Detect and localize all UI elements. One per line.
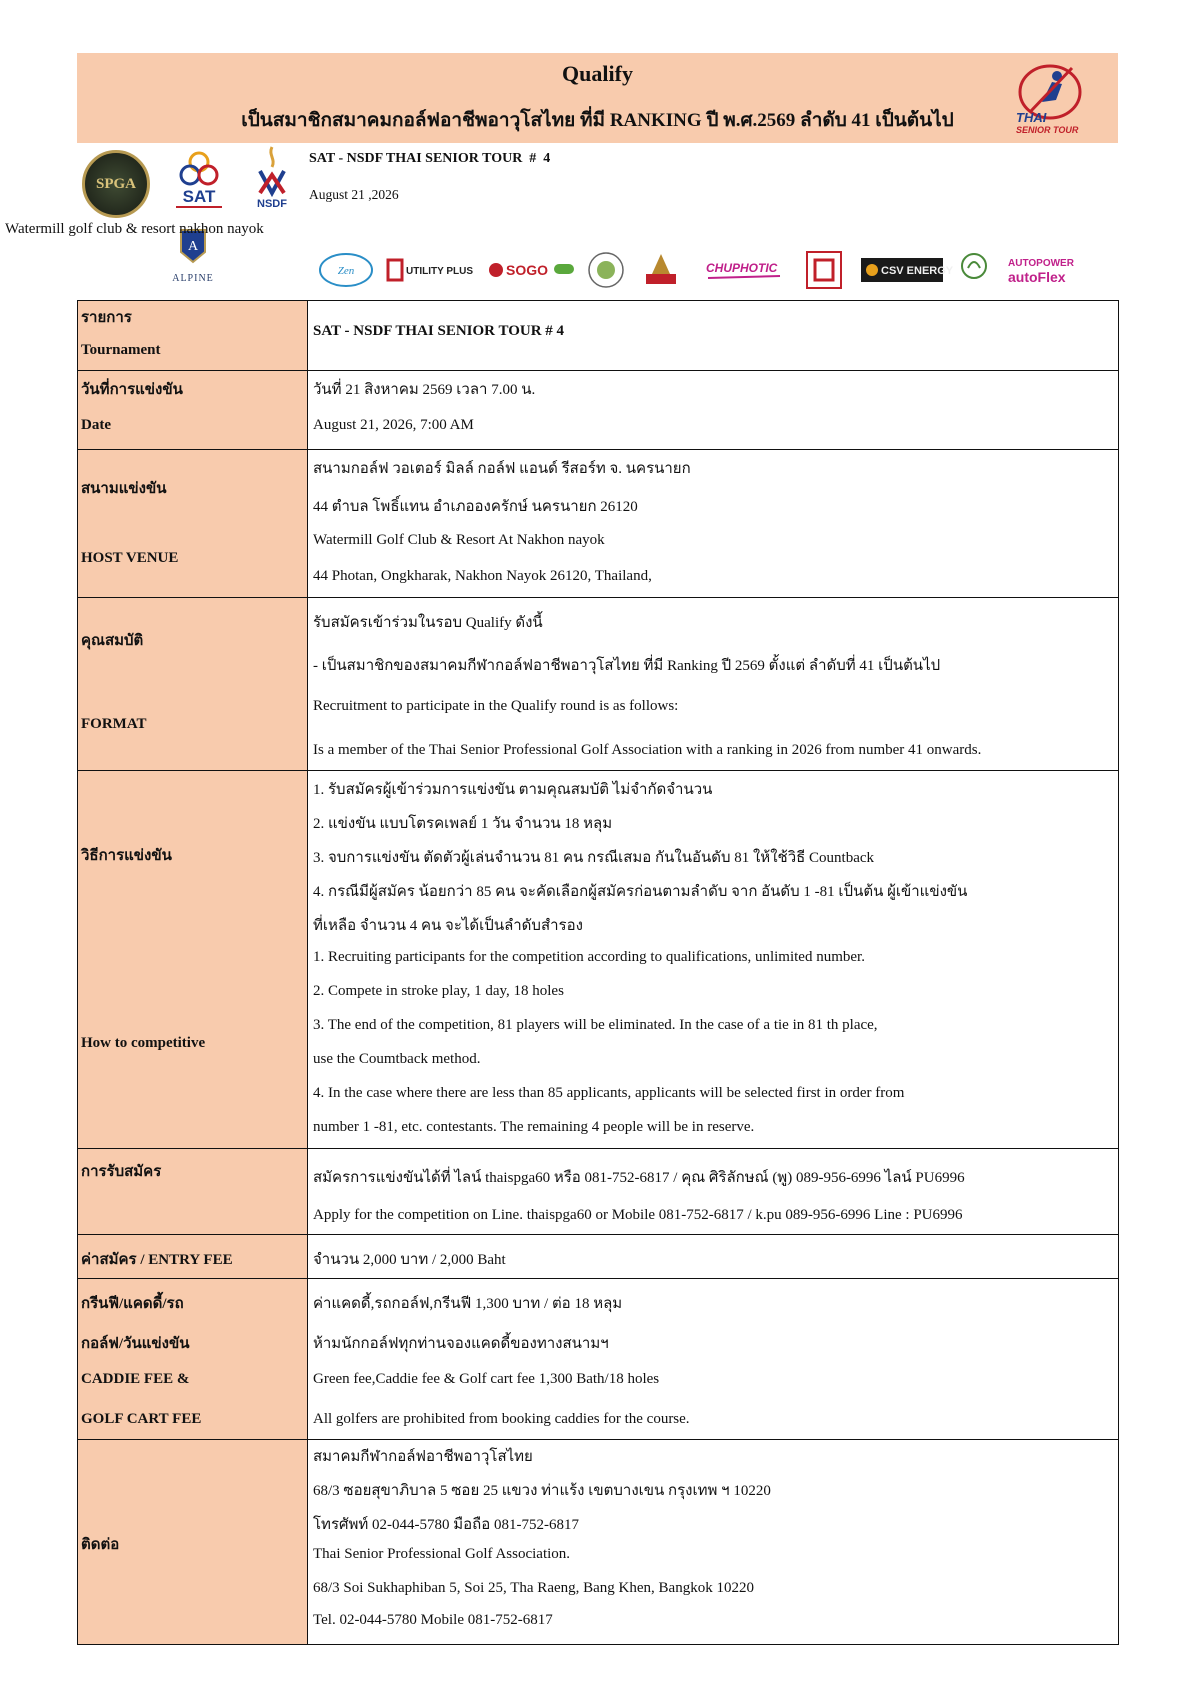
sponsor-chuphotic-text: CHUPHOTIC: [706, 261, 778, 275]
row-value-cell: [308, 1440, 1119, 1645]
sponsor-brc: [803, 250, 845, 290]
row-value: 44 Photan, Ongkharak, Nakhon Nayok 26120, Thailand,: [313, 568, 652, 584]
row-value-cell: [308, 371, 1119, 450]
info-tournament: SAT - NSDF THAI SENIOR TOUR # 4: [309, 151, 551, 166]
row-label: คุณสมบัติ: [81, 633, 144, 649]
row-label-cell: [78, 771, 308, 1149]
row-value: 44 ตำบล โพธิ์แทน อำเภอองครักษ์ นครนายก 26120: [313, 499, 638, 515]
info-venue: Watermill golf club & resort nakhon nayok: [5, 221, 264, 237]
row-value: All golfers are prohibited from booking caddies for the course.: [313, 1411, 690, 1427]
row-value-cell: [308, 450, 1119, 598]
sponsor-emblem: [586, 250, 626, 290]
thai-senior-tour-logo: [1002, 62, 1098, 136]
row-label: วันที่การแข่งขัน: [81, 382, 183, 398]
sponsor-strip: [316, 250, 1096, 292]
table-row-registration: [78, 1149, 1119, 1235]
row-value-cell: [308, 771, 1119, 1149]
sponsor-autopower-text: AUTOPOWER: [1008, 258, 1074, 269]
alpine-logo-text: ALPINE: [172, 273, 214, 284]
row-value: 3. The end of the competition, 81 players will be eliminated. In the case of a tie in 81 th place,: [313, 1017, 878, 1033]
table-row-venue: [78, 450, 1119, 598]
sponsor-zen-text: Zen: [337, 265, 355, 277]
row-value: รับสมัครเข้าร่วมในรอบ Qualify ดังนี้: [313, 615, 543, 631]
sponsor-zen: [318, 250, 374, 290]
nsdf-logo-text: NSDF: [257, 198, 287, 210]
table-row-tournament: [78, 301, 1119, 371]
row-value: Is a member of the Thai Senior Professional Golf Association with a ranking in 2026 from number 41 onwards.: [313, 742, 982, 758]
row-label: HOST VENUE: [81, 550, 179, 566]
row-label-cell: [78, 598, 308, 771]
row-label: กรีนฟี/แคดดี้/รถ: [81, 1296, 184, 1312]
row-value: โทรศัพท์ 02-044-5780 มือถือ 081-752-6817: [313, 1517, 580, 1533]
row-label: ติดต่อ: [81, 1537, 120, 1553]
qualify-subtitle: เป็นสมาชิกสมาคมกอล์ฟอาชีพอาวุโสไทย ที่มี RANKING ปี พ.ศ.2569 ลำดับ 41 เป็นต้นไป: [241, 110, 954, 131]
nsdf-logo: [250, 145, 295, 213]
row-label: Tournament: [81, 342, 161, 358]
row-value: 3. จบการแข่งขัน ตัดตัวผู้เล่นจำนวน 81 คน กรณีเสมอ กันในอันดับ 81 ให้ใช้วิธี Countback: [313, 850, 875, 866]
sponsor-temple: [636, 250, 686, 290]
sponsor-utility-text: UTILITY PLUS: [406, 266, 474, 277]
row-value-cell: [308, 598, 1119, 771]
sponsor-chuphotic: [704, 250, 784, 290]
sponsor-autoflex: [1006, 250, 1086, 290]
row-value: 2. Compete in stroke play, 1 day, 18 holes: [313, 983, 564, 999]
row-value: 68/3 Soi Sukhaphiban 5, Soi 25, Tha Raeng, Bang Khen, Bangkok 10220: [313, 1580, 754, 1596]
row-label-cell: [78, 371, 308, 450]
row-value: 68/3 ซอยสุขาภิบาล 5 ซอย 25 แขวง ท่าแร้ง เขตบางเขน กรุงเทพ ฯ 10220: [313, 1483, 771, 1499]
row-value-cell: [308, 1235, 1119, 1279]
row-label-cell: [78, 1440, 308, 1645]
row-value: Green fee,Caddie fee & Golf cart fee 1,300 Bath/18 holes: [313, 1371, 660, 1387]
row-label-cell: [78, 301, 308, 371]
details-table: [77, 300, 1119, 1645]
row-value: use the Coumtback method.: [313, 1051, 481, 1067]
row-label: กอล์ฟ/วันแข่งขัน: [81, 1336, 190, 1352]
row-value: number 1 -81, etc. contestants. The remaining 4 people will be in reserve.: [313, 1119, 755, 1135]
row-value: Recruitment to participate in the Qualify round is as follows:: [313, 698, 679, 714]
row-label: วิธีการแข่งขัน: [81, 848, 172, 864]
row-label: รายการ: [81, 310, 132, 326]
row-value: จำนวน 2,000 บาท / 2,000 Baht: [313, 1252, 506, 1268]
row-value: - เป็นสมาชิกของสมาคมกีฬากอล์ฟอาชีพอาวุโสไทย ที่มี Ranking ปี 2569 ตั้งแต่ ลำดับที่ 41 เป็นต้นไป: [313, 658, 941, 674]
page-title: Qualify: [562, 61, 633, 86]
tour-logo-text-1: THAI: [1016, 110, 1047, 125]
row-value: ค่าแคดดี้,รถกอล์ฟ,กรีนฟี 1,300 บาท / ต่อ 18 หลุม: [313, 1296, 623, 1312]
row-label-cell: [78, 450, 308, 598]
sponsor-ssc: [956, 250, 992, 290]
row-label: การรับสมัคร: [81, 1164, 162, 1180]
sponsor-autoflex-text: autoFlex: [1008, 269, 1066, 285]
row-value: SAT - NSDF THAI SENIOR TOUR # 4: [313, 323, 565, 339]
row-value: สมัครการแข่งขันได้ที่ ไลน์ thaispga60 หรือ 081-752-6817 / คุณ ศิริลักษณ์ (พู) 089-956-6996 ไลน์ PU6996: [313, 1170, 965, 1186]
row-label: GOLF CART FEE: [81, 1411, 202, 1427]
row-value: Watermill Golf Club & Resort At Nakhon nayok: [313, 532, 605, 548]
row-label: How to competitive: [81, 1035, 206, 1051]
row-value-cell: [308, 301, 1119, 371]
header-banner: [77, 53, 1118, 143]
row-value: ห้ามนักกอล์ฟทุกท่านจองแคดดี้ของทางสนามฯ: [313, 1336, 609, 1352]
table-row-format: [78, 598, 1119, 771]
row-value: สนามกอล์ฟ วอเตอร์ มิลล์ กอล์ฟ แอนด์ รีสอร์ท จ. นครนายก: [313, 461, 691, 477]
sponsor-csv-energy: [861, 250, 954, 290]
row-value: 2. แข่งขัน แบบโตรคเพลย์ 1 วัน จำนวน 18 หลุม: [313, 816, 613, 832]
table-row-caddie-fee: [78, 1279, 1119, 1440]
tour-logo-text-2: SENIOR TOUR: [1016, 125, 1079, 135]
row-value: สมาคมกีฬากอล์ฟอาชีพอาวุโสไทย: [313, 1449, 533, 1465]
sponsor-csv-text: CSV ENERGY: [881, 265, 954, 277]
row-value: Tel. 02-044-5780 Mobile 081-752-6817: [313, 1612, 553, 1628]
table-row-entry-fee: [78, 1235, 1119, 1279]
row-value: Thai Senior Professional Golf Association.: [313, 1546, 571, 1562]
sat-logo-text: SAT: [182, 187, 216, 206]
spga-logo: [82, 150, 150, 218]
row-label-cell: [78, 1279, 308, 1440]
row-label: CADDIE FEE &: [81, 1371, 190, 1387]
sat-logo: [170, 150, 228, 214]
row-value: 1. รับสมัครผู้เข้าร่วมการแข่งขัน ตามคุณสมบัติ ไม่จำกัดจำนวน: [313, 782, 713, 798]
row-label-cell: [78, 1149, 308, 1235]
table-row-how-to-compete: [78, 771, 1119, 1149]
row-label: ค่าสมัคร / ENTRY FEE: [81, 1252, 233, 1268]
table-row-date: [78, 371, 1119, 450]
row-value: ที่เหลือ จำนวน 4 คน จะได้เป็นลำดับสำรอง: [313, 918, 583, 934]
row-value: August 21, 2026, 7:00 AM: [313, 417, 474, 433]
row-value: 1. Recruiting participants for the competition according to qualifications, unlimited number.: [313, 949, 865, 965]
row-value: 4. In the case where there are less than 85 applicants, applicants will be selected first in order from: [313, 1085, 905, 1101]
row-value-cell: [308, 1279, 1119, 1440]
svg-text:A: A: [187, 239, 199, 254]
sponsor-utility-plus: [386, 250, 478, 290]
row-value: วันที่ 21 สิงหาคม 2569 เวลา 7.00 น.: [313, 382, 536, 398]
row-label: FORMAT: [81, 716, 147, 732]
info-date: August 21 ,2026: [309, 187, 399, 202]
table-row-contact: [78, 1440, 1119, 1645]
spga-logo-text: SPGA: [95, 175, 136, 192]
sponsor-sogo: [486, 250, 578, 290]
row-value: Apply for the competition on Line. thaispga60 or Mobile 081-752-6817 / k.pu 089-956-6996 Line : PU6996: [313, 1207, 963, 1223]
row-label: สนามแข่งขัน: [81, 481, 167, 497]
row-value: 4. กรณีมีผู้สมัคร น้อยกว่า 85 คน จะคัดเลือกผู้สมัครก่อนตามลำดับ จาก อันดับ 1 -81 เป็นต้น ผู้เข้าแข่งขัน: [313, 884, 968, 900]
row-label-cell: [78, 1235, 308, 1279]
row-value-cell: [308, 1149, 1119, 1235]
row-label: Date: [81, 417, 111, 433]
sponsor-sogo-text: SOGO: [506, 262, 549, 278]
